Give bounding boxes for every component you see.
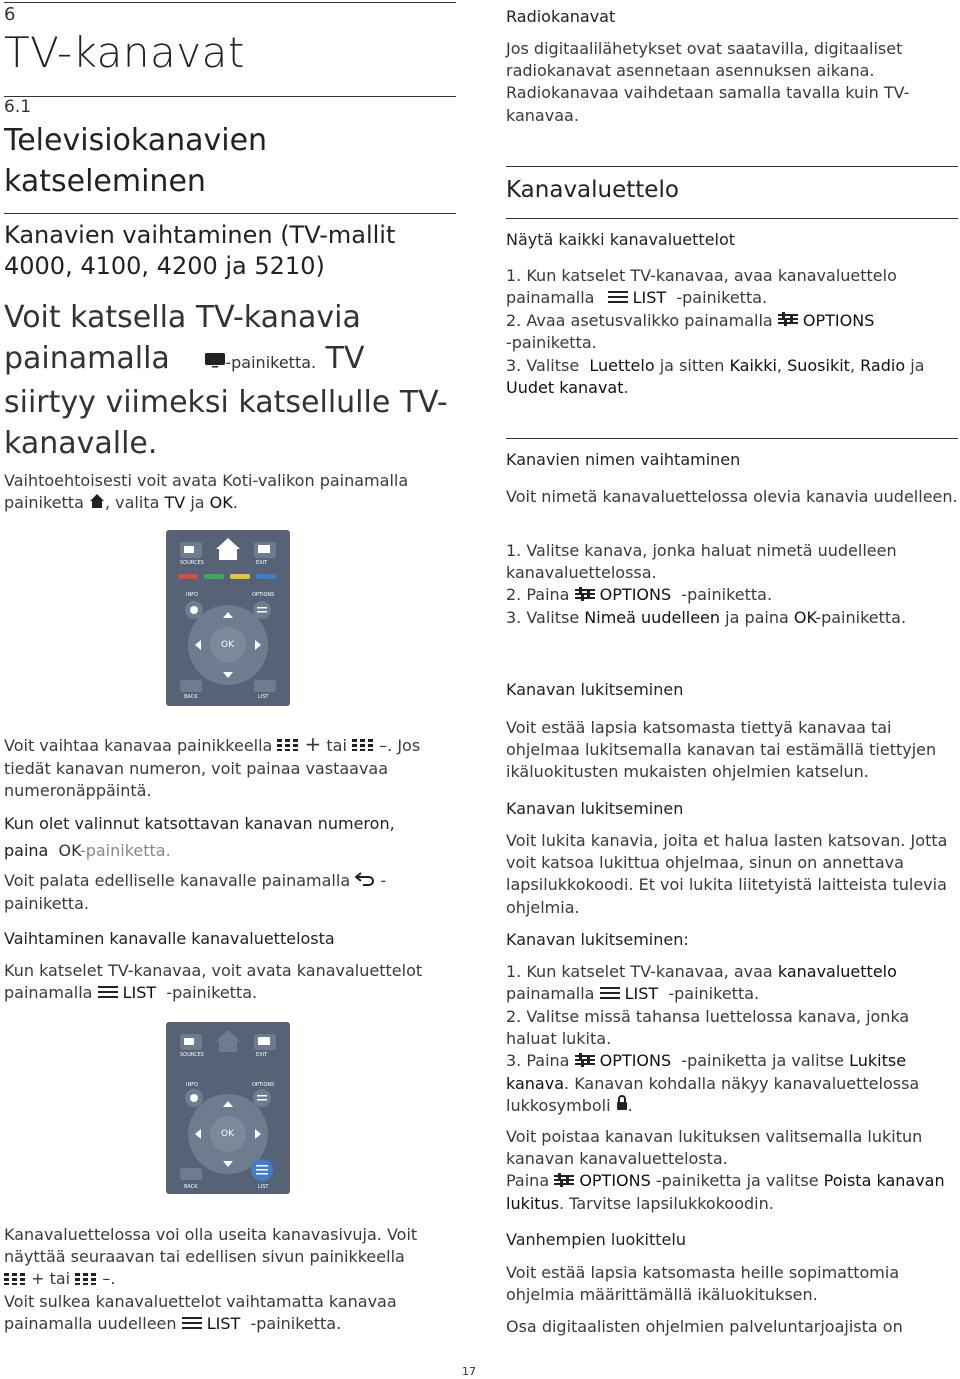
list-icon: [608, 288, 628, 310]
remote2-sources-label: SOURCES: [180, 1052, 204, 1058]
remote1-sources-label: SOURCES: [180, 560, 204, 566]
steps1-s2-end: -painiketta.: [506, 333, 597, 353]
remote2-exit-label: EXIT: [256, 1052, 268, 1058]
list-heading: Vaihtaminen kanavalle kanavaluettelosta: [4, 929, 335, 948]
list-icon: [98, 983, 118, 1005]
selected-ok: OK: [58, 841, 80, 860]
steps2-s2: 2. Paina: [506, 585, 570, 605]
channel-list-title: Kanavaluettelo: [506, 177, 679, 203]
steps1-block: [506, 265, 958, 399]
steps3-lukitse: Lukitse kanava: [506, 1051, 907, 1093]
intro-text-2: painamalla: [4, 340, 170, 376]
selected-paina: paina: [4, 841, 49, 860]
steps2-s3b: ja paina: [725, 608, 789, 627]
remote2-back-label: BACK: [184, 1184, 198, 1190]
steps2-options: OPTIONS: [599, 585, 672, 605]
steps1-dot: .: [623, 377, 629, 397]
steps1-luettelo: Luettelo: [589, 355, 655, 375]
lock-heading: Kanavan lukitseminen: [506, 680, 684, 699]
steps1-s3: 3. Valitse: [506, 355, 580, 375]
pages-end: .: [110, 1269, 116, 1289]
steps3-s3b: -painiketta ja valitse: [681, 1051, 844, 1071]
pages-minus: –: [102, 1269, 111, 1289]
alt-text-2: , valita: [104, 493, 160, 513]
steps2-s3: 3. Valitse: [506, 608, 580, 627]
channel-grid-icon: [75, 1269, 97, 1291]
close-end: -painiketta.: [250, 1314, 342, 1334]
selected-end: -painiketta.: [79, 841, 171, 860]
steps3-s1b: painamalla: [506, 984, 595, 1004]
channel-grid-icon: [277, 735, 299, 757]
options-icon: [575, 585, 595, 607]
alt-text-1: Vaihtoehtoisesti voit avata Koti-valikon painamalla painiketta: [4, 471, 409, 513]
page-number: 17: [462, 1365, 476, 1378]
steps2-ok: OK: [793, 608, 816, 627]
steps2-s3-end: -painiketta.: [815, 608, 907, 627]
lock-text-2b: Et voi lukita liitetyistä laitteista tulevia ohjelmia.: [506, 875, 947, 917]
steps1-options: OPTIONS: [802, 310, 875, 330]
steps2-nimea: Nimeä uudelleen: [584, 608, 721, 627]
remote1-ok-label: OK: [221, 640, 234, 650]
remote1-list-label: LIST: [258, 694, 269, 700]
alt-end: .: [232, 493, 238, 513]
unlock-paragraph: [506, 1126, 958, 1215]
section-number: 6.1: [4, 97, 32, 117]
home-icon: [89, 493, 105, 515]
steps3-s1: 1. Kun katselet TV-kanavaa, avaa: [506, 962, 773, 981]
lock-heading-3: Kanavan lukitseminen:: [506, 930, 689, 949]
steps1-s2: 2. Avaa asetusvalikko painamalla: [506, 310, 773, 330]
intro-text-1: Voit katsella TV-kanavia: [4, 300, 361, 335]
remote2-info-label: INFO: [186, 1082, 199, 1088]
section-rule: [4, 213, 456, 214]
unlock-text-3: . Tarvitse lapsilukkokoodin.: [559, 1194, 774, 1213]
alt-tv: TV: [164, 493, 186, 513]
steps3-s3c: . Kanavan kohdalla näkyy kanavaluettelossa lukkosymboli: [506, 1073, 920, 1115]
parental-text: Voit estää lapsia katsomasta heille sopimattomia ohjelmia määrittämällä ikäluokituksen.: [506, 1263, 900, 1305]
steps1-ja: ja: [910, 355, 925, 375]
remote1-info-label: INFO: [186, 592, 199, 598]
steps1-s1: 1. Kun katselet TV-kanavaa, avaa kanavaluettelo painamalla: [506, 266, 897, 308]
selected-paragraph: [4, 810, 456, 864]
unlock-poista: Poista kanavan lukitus: [506, 1171, 945, 1213]
rename-rule: [506, 438, 958, 439]
channel-grid-icon: [4, 1269, 26, 1291]
unlock-text-1: Voit poistaa kanavan lukituksen valitsemalla lukitun kanavan kanavaluettelosta.: [506, 1127, 923, 1169]
remote2-list-label: LIST: [258, 1184, 269, 1190]
list-icon: [182, 1314, 202, 1336]
subsection-heading: Kanavien vaihtaminen (TV-mallit 4000, 4100, 4200 ja 5210): [4, 221, 396, 280]
steps2-block: [506, 540, 958, 629]
switch-text-rest: Jos tiedät kanavan numeron, voit painaa vastaavaa numeronäppäintä.: [4, 736, 421, 800]
steps3-options: OPTIONS: [599, 1051, 672, 1071]
channel-grid-icon: [352, 735, 374, 757]
steps1-uudet: Uudet kanavat: [506, 377, 624, 397]
last-line: Osa digitaalisten ohjelmien palveluntarjoajista on: [506, 1317, 903, 1336]
pages-tai: tai: [49, 1269, 71, 1289]
remote2-ok-label: OK: [221, 1129, 234, 1139]
chapter-number: 6: [4, 4, 16, 25]
intro-text-4: TV siirtyy viimeksi katsellulle TV-kanavalle.: [4, 340, 448, 461]
back-end: -painiketta.: [4, 871, 387, 913]
radio-text: Jos digitaalilähetykset ovat saatavilla, digitaaliset radiokanavat asennetaan asennuksen aikana. Radiokanavaa vaihdetaan samalla tavalla kuin TV-kanavaa.: [506, 39, 910, 125]
steps3-s3: 3. Paina: [506, 1051, 570, 1071]
intro-text-3: -painiketta.: [225, 352, 317, 372]
intro-paragraph: [4, 298, 456, 464]
steps1-comma1: ,: [776, 355, 782, 375]
unlock-paina: Paina: [506, 1171, 550, 1191]
options-icon: [575, 1051, 595, 1073]
steps1-kaikki: Kaikki: [729, 355, 777, 375]
options-icon: [554, 1171, 574, 1193]
pages-plus: +: [31, 1269, 45, 1289]
steps1-radio: Radio: [860, 355, 906, 375]
rename-heading: Kanavien nimen vaihtaminen: [506, 450, 741, 469]
section-title-line1: Televisiokanavien: [4, 123, 268, 158]
steps1-comma2: ,: [849, 355, 856, 375]
remote1-back-label: BACK: [184, 694, 198, 700]
radio-heading: Radiokanavat: [506, 7, 616, 26]
steps1-list: LIST: [632, 288, 667, 308]
unlock-options: OPTIONS: [579, 1171, 651, 1191]
list-paragraph: [4, 960, 456, 1005]
lock-icon: [616, 1095, 628, 1117]
steps3-block: [506, 961, 958, 1118]
unlock-text-2: -painiketta ja valitse: [655, 1171, 819, 1191]
remote1-options-label: OPTIONS: [252, 592, 275, 598]
plus-symbol: +: [304, 732, 322, 756]
parental-heading: Vanhempien luokittelu: [506, 1230, 686, 1249]
switch-end: .: [387, 736, 393, 755]
steps3-s1-end: -painiketta.: [668, 984, 760, 1004]
lock-heading-2: Kanavan lukitseminen: [506, 799, 684, 818]
chapter-title: TV-kanavat: [4, 28, 245, 77]
steps2-s2-end: -painiketta.: [681, 585, 773, 605]
section-title-line2: katseleminen: [4, 164, 206, 199]
list-title-rule: [506, 166, 958, 167]
show-all-heading: Näytä kaikki kanavaluettelot: [506, 230, 736, 249]
remote-image-2: [166, 1022, 290, 1194]
switch-paragraph: [4, 733, 456, 802]
steps1-s1-end: -painiketta.: [676, 288, 768, 308]
steps2-s1: 1. Valitse kanava, jonka haluat nimetä uudelleen kanavaluettelossa.: [506, 541, 897, 583]
switch-text-1: Voit vaihtaa kanavaa painikkeella: [4, 736, 273, 755]
rename-text: Voit nimetä kanavaluettelossa olevia kanavia uudelleen.: [506, 487, 958, 506]
list-label: LIST: [122, 983, 157, 1003]
alt-ok: OK: [209, 493, 233, 513]
steps3-kanavaluettelo: kanavaluettelo: [777, 962, 897, 981]
alt-paragraph: [4, 470, 456, 515]
list-icon: [600, 984, 620, 1006]
switch-tai: tai: [326, 736, 347, 755]
list-text-1: Kun katselet TV-kanavaa, voit avata kanavaluettelot painamalla: [4, 961, 423, 1003]
remote-image-1: [166, 530, 290, 706]
options-icon: [778, 310, 798, 332]
pages-text-1: Kanavaluettelossa voi olla useita kanavasivuja. Voit näyttää seuraavan tai edellisen sivun painikkeella: [4, 1225, 418, 1267]
minus-symbol: –: [379, 736, 388, 755]
alt-ja: ja: [190, 493, 205, 513]
steps3-list: LIST: [624, 984, 659, 1004]
lock-text: Voit estää lapsia katsomasta tiettyä kanavaa tai ohjelmaa lukitsemalla kanavan tai estämällä tiettyjen ikäluokitusten mukaisten ohjelmien katselun.: [506, 718, 937, 782]
pages-paragraph: [4, 1224, 456, 1336]
steps1-s3b: ja sitten: [659, 355, 725, 375]
selected-text-1: Kun olet valinnut katsottavan kanavan numeron,: [4, 814, 395, 833]
back-arrow-icon: [355, 870, 375, 892]
tv-badge-label: TV: [204, 367, 216, 376]
close-text-1: Voit sulkea kanavaluettelot vaihtamatta kanavaa painamalla uudelleen: [4, 1292, 397, 1334]
close-list-label: LIST: [206, 1314, 241, 1334]
steps1-suosikit: Suosikit: [787, 355, 850, 375]
remote1-exit-label: EXIT: [256, 560, 268, 566]
section-title: [4, 120, 456, 202]
lock-text-2a: Voit lukita kanavia, joita et halua lasten katsovan. Jotta voit katsoa lukittua ohjelmaa, sinun on annettava lapsilukkokoodi.: [506, 831, 948, 895]
lock-text-2: [506, 830, 958, 919]
top-rule: [4, 2, 456, 3]
list-title-rule-bottom: [506, 218, 958, 219]
back-paragraph: [4, 870, 456, 915]
steps3-s3-end: .: [627, 1096, 633, 1115]
remote2-options-label: OPTIONS: [252, 1082, 275, 1088]
steps3-s2: 2. Valitse missä tahansa luettelossa kanava, jonka haluat lukita.: [506, 1006, 910, 1048]
back-text-1: Voit palata edelliselle kanavalle painamalla: [4, 871, 351, 890]
list-end: -painiketta.: [166, 983, 258, 1003]
